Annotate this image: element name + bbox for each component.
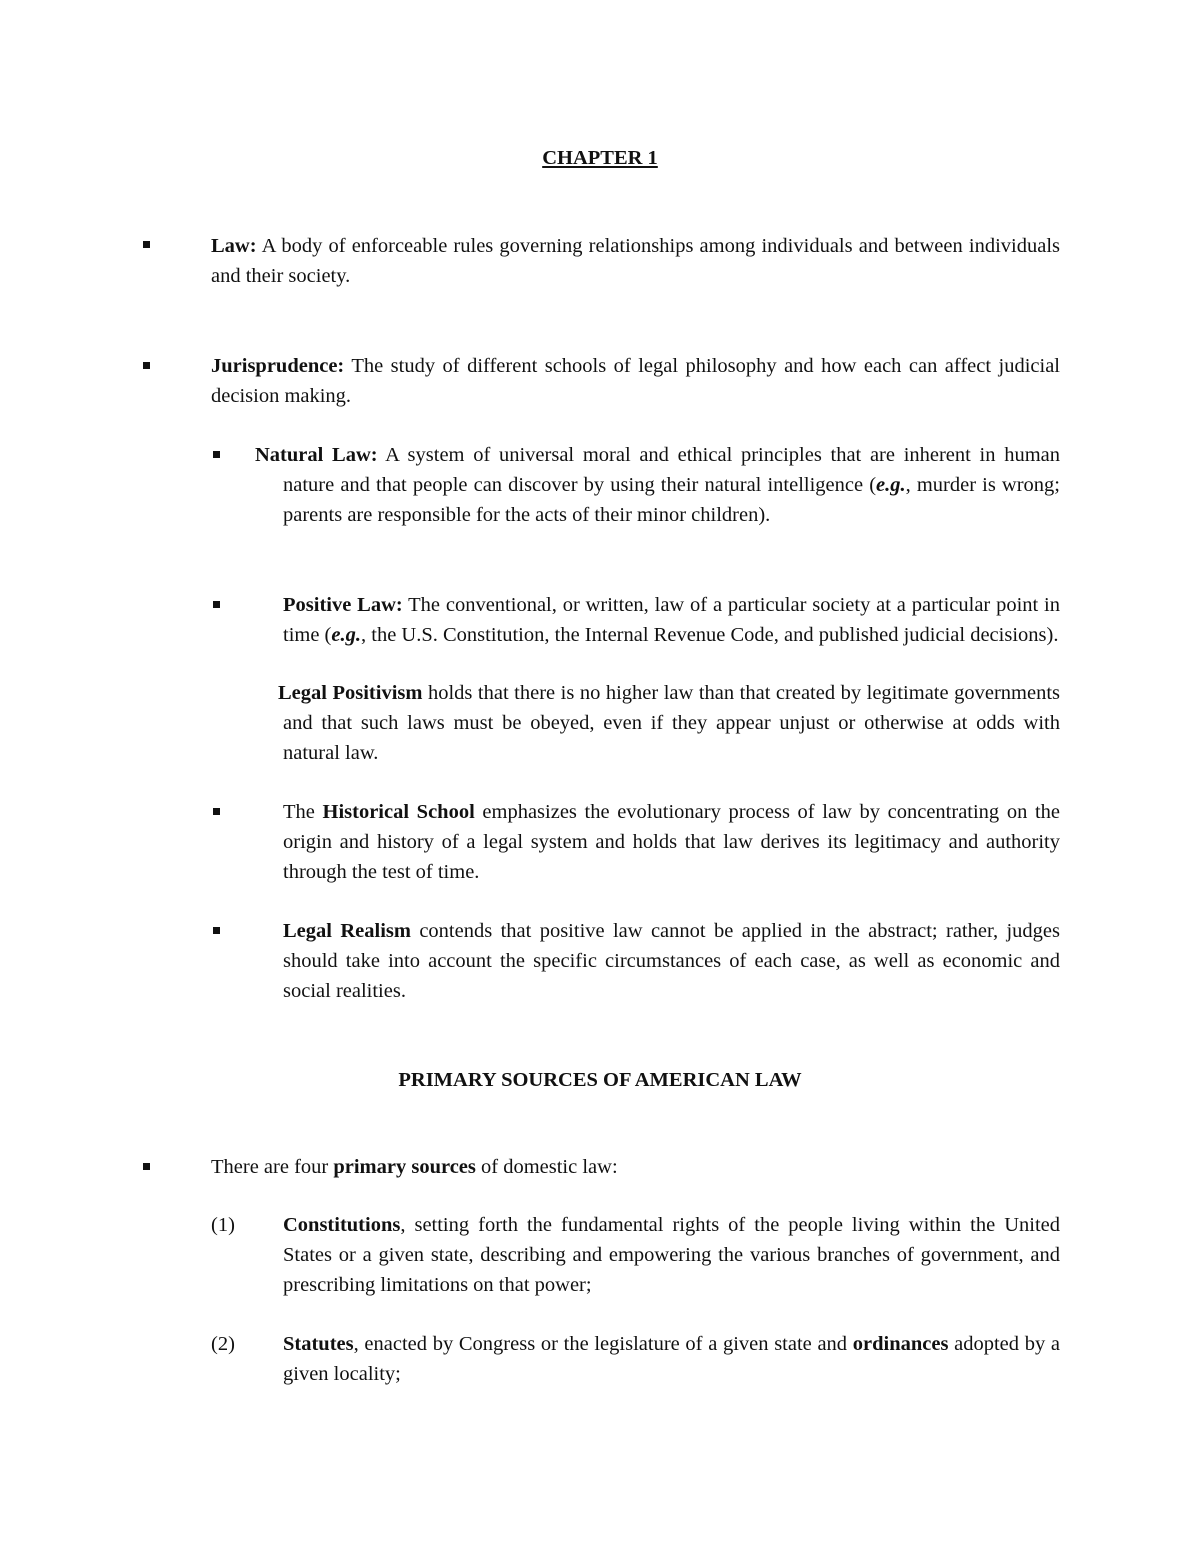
positive-law-text-cont: , the U.S. Constitution, the Internal Revenue Code, and published judicial decisions). [361, 624, 1059, 646]
list-number: (1) [211, 1214, 235, 1236]
constitutions-text: , setting forth the fundamental rights of the people living within the United States or a given state, describing and empowering the various branches of government, and prescribing limitations on that power; [283, 1214, 1060, 1296]
primary-sources-post: of domestic law: [475, 1156, 618, 1178]
bullet-icon [213, 927, 220, 934]
historical-school-definition [283, 797, 1060, 887]
law-definition [211, 231, 1060, 291]
statutes-term: Statutes [283, 1333, 354, 1355]
positive-law-eg: e.g. [331, 624, 361, 646]
historical-school-term: Historical School [322, 801, 475, 823]
jurisprudence-definition [211, 351, 1060, 411]
legal-positivism-term: Legal Positivism [278, 682, 423, 704]
legal-realism-text: contends that positive law cannot be applied in the abstract; rather, judges should take into account the specific circumstances of each case, as well as economic and social realities. [283, 920, 1060, 1002]
section-title: PRIMARY SOURCES OF AMERICAN LAW [398, 1069, 802, 1091]
primary-sources-pre: There are four [211, 1156, 334, 1178]
natural-law-definition [255, 440, 1061, 530]
jurisprudence-text: The study of different schools of legal philosophy and how each can affect judicial decision making. [211, 355, 1060, 407]
law-term: Law: [211, 235, 257, 257]
bullet-icon [213, 808, 220, 815]
list-number: (2) [211, 1333, 235, 1355]
positive-law-text: The conventional, or written, law of a particular society at a particular point in time ( [283, 594, 1060, 646]
natural-law-term: Natural Law: [255, 444, 378, 466]
bullet-icon [213, 601, 220, 608]
legal-realism-definition [283, 916, 1060, 1006]
natural-law-text-cont: , murder is wrong; parents are responsible for the acts of their minor children). [283, 474, 1061, 526]
bullet-icon [213, 451, 220, 458]
primary-sources-intro [211, 1152, 1060, 1182]
positive-law-term: Positive Law: [283, 594, 403, 616]
constitutions-term: Constitutions [283, 1214, 401, 1236]
legal-realism-term: Legal Realism [283, 920, 411, 942]
natural-law-text: A system of universal moral and ethical principles that are inherent in human nature and that people can discover by using their natural intelligence ( [283, 444, 1060, 496]
bullet-icon [143, 241, 150, 248]
law-text: A body of enforceable rules governing relationships among individuals and between individuals and their society. [211, 235, 1060, 287]
primary-sources-term: primary sources [333, 1156, 476, 1178]
bullet-icon [143, 1163, 150, 1170]
chapter-title: CHAPTER 1 [542, 147, 658, 169]
statutes-text: , enacted by Congress or the legislature of a given state and [353, 1333, 853, 1355]
legal-positivism-text: holds that there is no higher law than that created by legitimate governments and that such laws must be obeyed, even if they appear unjust or otherwise at odds with natural law. [283, 682, 1060, 764]
constitutions-item [283, 1210, 1060, 1300]
historical-school-pre: The [283, 801, 323, 823]
positive-law-definition [283, 590, 1060, 650]
statutes-text-cont: adopted by a given locality; [283, 1333, 1060, 1385]
statutes-item [283, 1329, 1060, 1389]
legal-positivism-definition [278, 678, 1060, 768]
natural-law-eg: e.g. [876, 474, 906, 496]
bullet-icon [143, 362, 150, 369]
ordinances-term: ordinances [852, 1333, 949, 1355]
historical-school-text: emphasizes the evolutionary process of law by concentrating on the origin and history of a legal system and holds that law derives its legitimacy and authority through the test of time. [283, 801, 1060, 883]
jurisprudence-term: Jurisprudence: [211, 355, 345, 377]
